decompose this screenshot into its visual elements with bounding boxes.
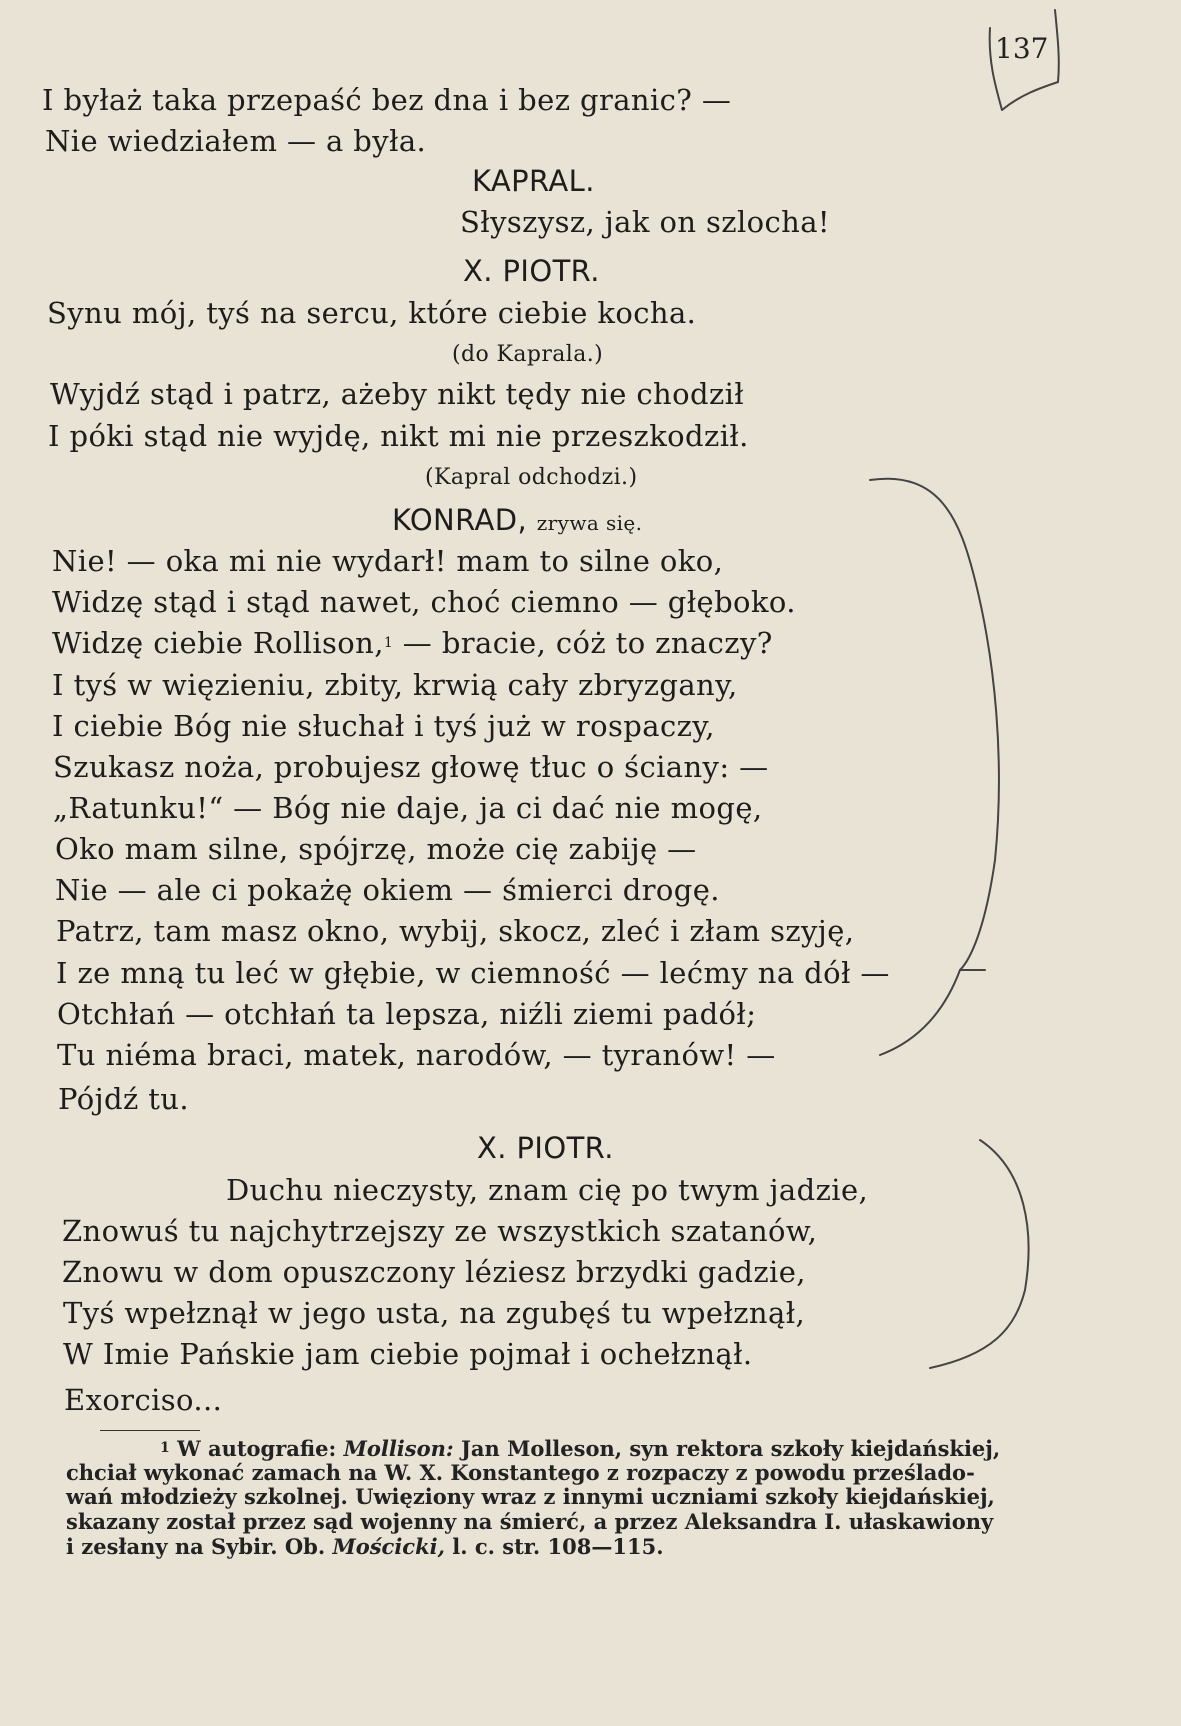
footnote-text: l. c. str. 108—115. — [452, 1534, 664, 1559]
speaker-name: X. PIOTR. — [463, 254, 600, 288]
verse-line: W Imie Pańskie jam ciebie pojmał i ochełznął. — [63, 1337, 753, 1371]
footnote-line: chciał wykonać zamach na W. X. Konstantego z rozpaczy z powodu prześlado- — [66, 1460, 975, 1485]
footnote-line: skazany został przez sąd wojenny na śmierć, a przez Aleksandra I. ułaskawiony — [66, 1509, 994, 1534]
verse-line: Nie! — oka mi nie wydarł! mam to silne oko, — [52, 544, 724, 578]
verse-line: Nie wiedziałem — a była. — [45, 124, 427, 158]
verse-line: I póki stąd nie wyjdę, nikt mi nie przeszkodził. — [48, 419, 749, 453]
verse-line: Oko mam silne, spójrzę, może cię zabiję — — [55, 832, 697, 866]
verse-line: Pójdź tu. — [58, 1082, 189, 1116]
verse-line — [52, 625, 773, 661]
verse-line: Słyszysz, jak on szlocha! — [460, 205, 830, 239]
verse-line-part: — bracie, cóż to znaczy? — [402, 626, 773, 660]
verse-line: I byłaż taka przepaść bez dna i bez granic? — — [42, 83, 732, 117]
verse-line-part: Widzę ciebie Rollison, — [52, 626, 384, 660]
speaker-name: X. PIOTR. — [477, 1131, 614, 1165]
footnote-line — [160, 1437, 1000, 1460]
speaker-name: KONRAD, — [392, 503, 528, 537]
stage-direction: (Kapral odchodzi.) — [425, 465, 638, 490]
verse-line: I tyś w więzieniu, zbity, krwią cały zbryzgany, — [52, 668, 738, 702]
footnote-italic: Mościcki, — [332, 1534, 445, 1559]
margin-bracket-piotr — [930, 1140, 1029, 1368]
verse-line: Synu mój, tyś na sercu, które ciebie kocha. — [47, 296, 697, 330]
verse-line: Znowu w dom opuszczony léziesz brzydki gadzie, — [62, 1255, 806, 1289]
verse-line: I ciebie Bóg nie słuchał i tyś już w rospaczy, — [52, 709, 715, 743]
verse-line: I ze mną tu leć w głębie, w ciemność — lećmy na dół — — [56, 956, 890, 990]
footnote-marker: 1 — [160, 1440, 170, 1456]
page-number: 137 — [995, 32, 1049, 65]
stage-direction: zrywa się. — [536, 511, 643, 535]
footnote-text: W autografie: — [177, 1436, 337, 1461]
speaker-name: KAPRAL. — [472, 164, 595, 198]
verse-line: Duchu nieczysty, znam cię po twym jadzie, — [226, 1173, 869, 1207]
footnote-line: wań młodzieży szkolnej. Uwięziony wraz z innymi uczniami szkoły kiejdańskiej, — [66, 1484, 995, 1509]
verse-line: Patrz, tam masz okno, wybij, skocz, zleć i złam szyję, — [56, 914, 855, 948]
speaker-heading — [392, 502, 642, 541]
footnote-line — [66, 1535, 664, 1558]
verse-line: Tyś wpełznął w jego usta, na zgubęś tu wpełznął, — [63, 1296, 806, 1330]
footnote-text: Jan Molleson, syn rektora szkoły kiejdańskiej, — [460, 1436, 1001, 1461]
verse-line: Otchłań — otchłań ta lepsza, niźli ziemi padół; — [57, 997, 757, 1031]
verse-line: „Ratunku!“ — Bóg nie daje, ja ci dać nie mogę, — [53, 791, 763, 825]
footnote-italic: Mollison: — [343, 1436, 454, 1461]
footnote-reference: 1 — [383, 635, 394, 651]
verse-line: Wyjdź stąd i patrz, ażeby nikt tędy nie chodził — [50, 377, 745, 411]
stage-direction: (do Kaprala.) — [452, 342, 604, 367]
verse-line: Tu niéma braci, matek, narodów, — tyranów! — — [57, 1038, 776, 1072]
footnote-divider — [100, 1430, 200, 1431]
verse-line: Widzę stąd i stąd nawet, choć ciemno — głęboko. — [52, 585, 796, 619]
verse-line: Nie — ale ci pokażę okiem — śmierci drogę. — [55, 873, 720, 907]
verse-line: Exorciso... — [64, 1383, 223, 1417]
verse-line: Szukasz noża, probujesz głowę tłuc o ściany: — — [53, 750, 769, 784]
footnote-text: i zesłany na Sybir. Ob. — [66, 1534, 326, 1559]
verse-line: Znowuś tu najchytrzejszy ze wszystkich szatanów, — [62, 1214, 818, 1248]
